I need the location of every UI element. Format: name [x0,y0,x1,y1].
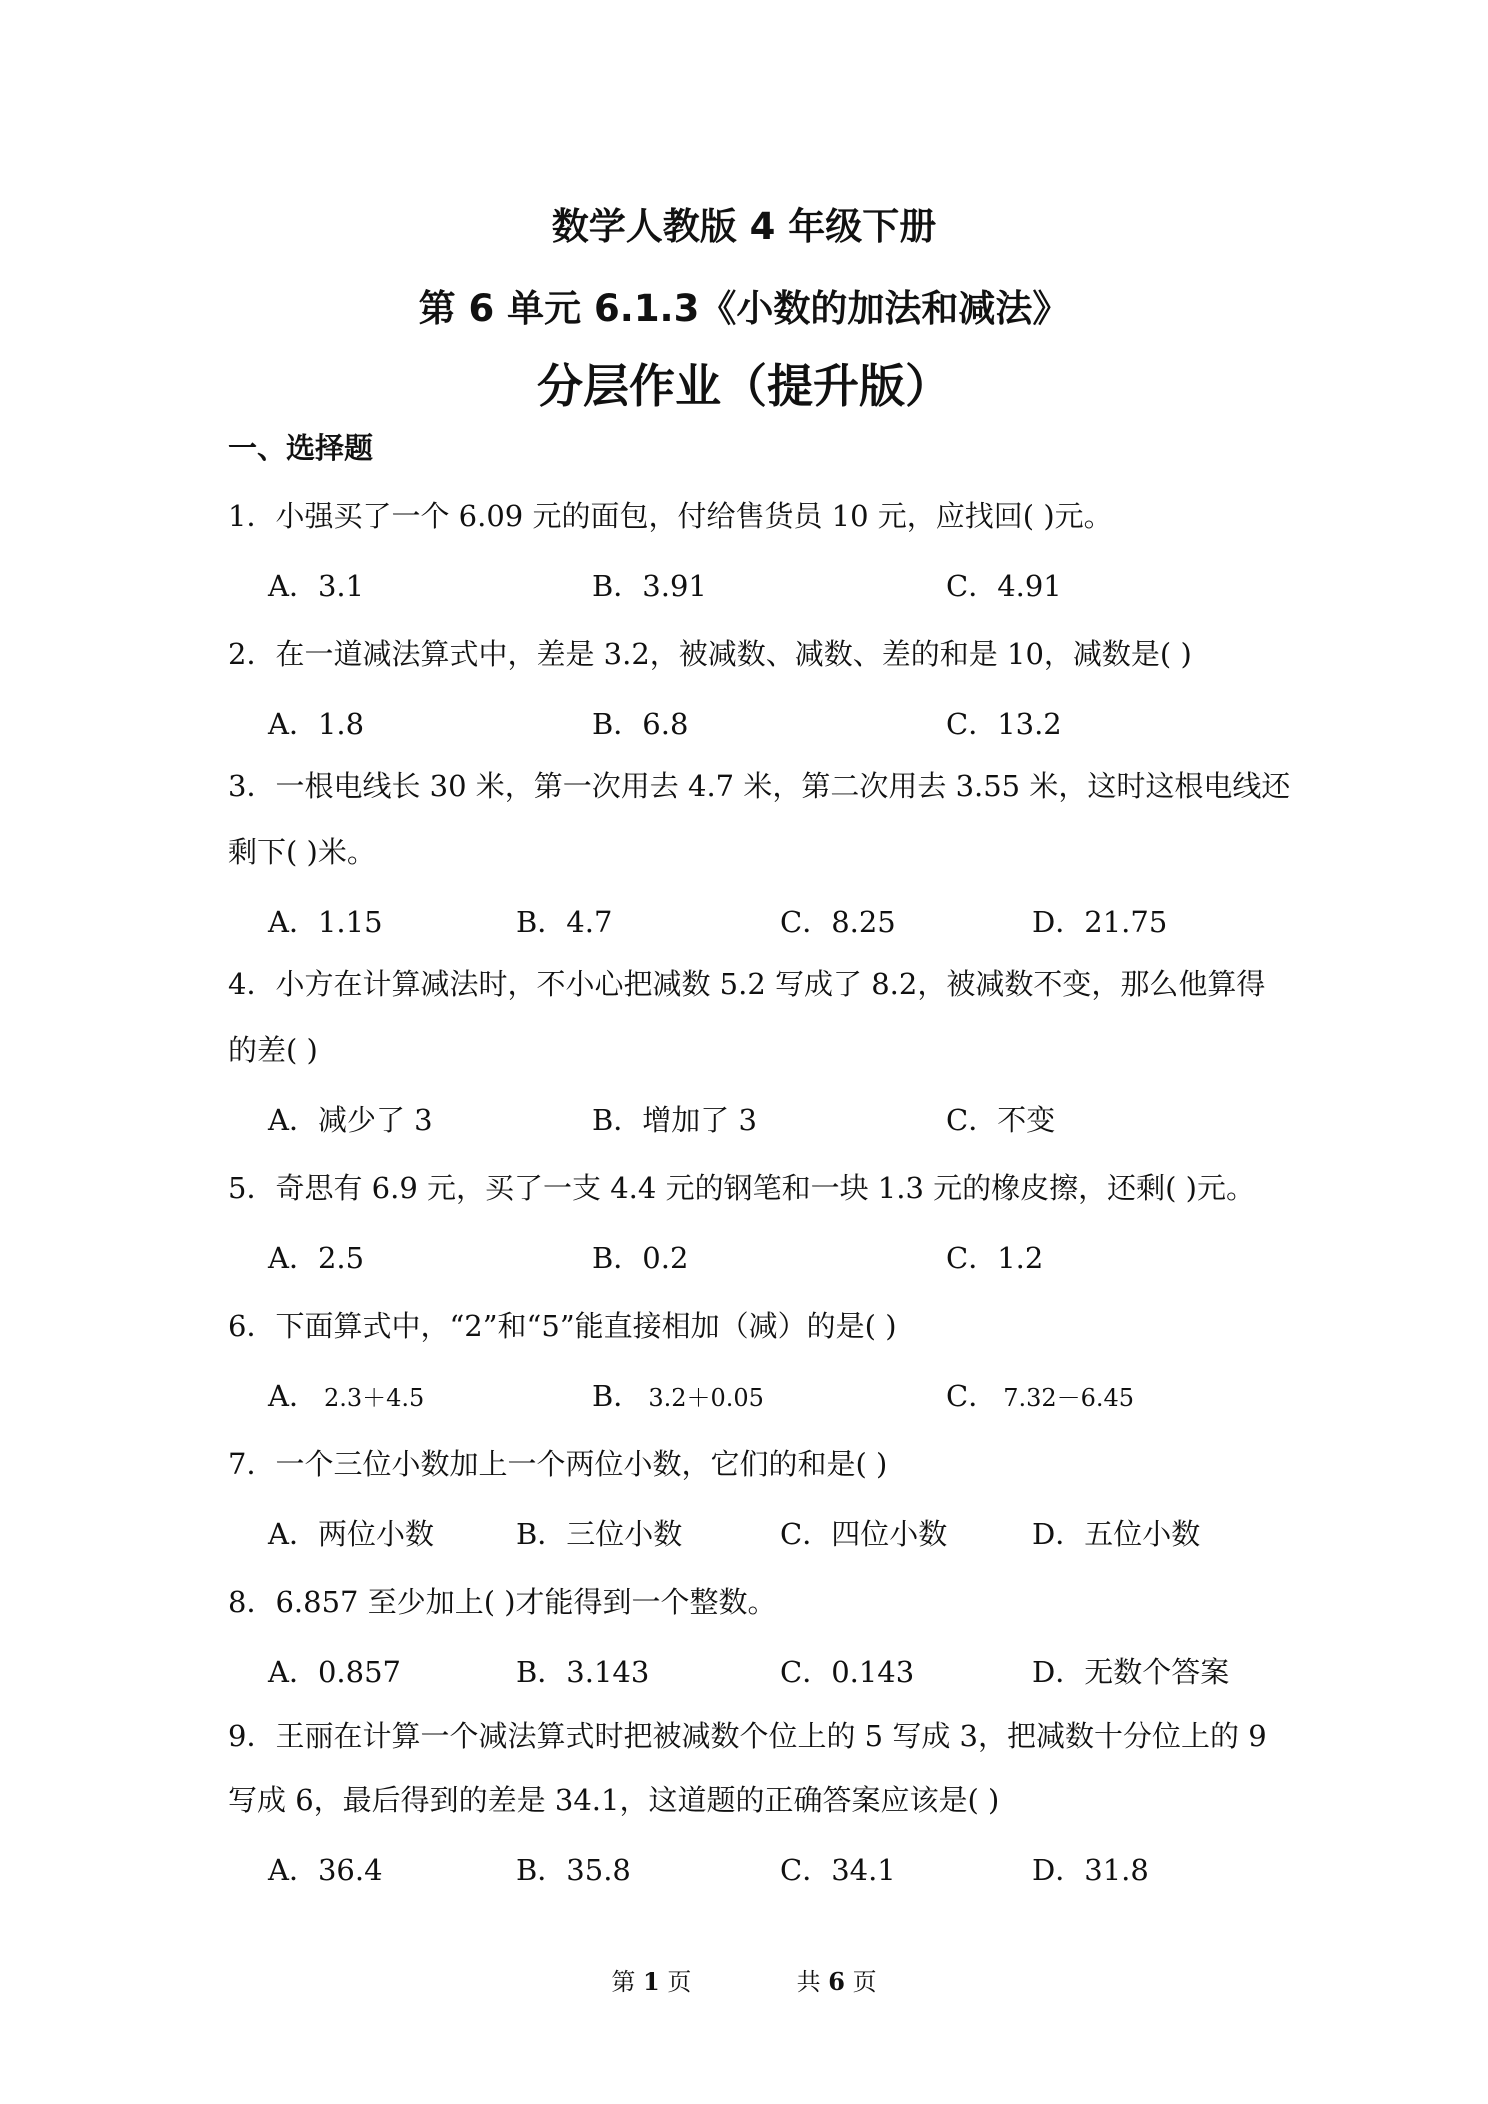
question-8-option-d: D．无数个答案 [1032,1655,1230,1689]
question-number: 7． [228,1447,276,1481]
question-number: 2． [228,637,276,671]
question-2-option-c: C．13.2 [946,707,1062,741]
question-9-option-c: C．34.1 [780,1853,896,1887]
question-3-option-a: A．1.15 [268,905,383,939]
question-3-line-1 [228,764,1290,805]
question-2-option-b: B．6.8 [592,707,689,741]
question-number: 6． [228,1309,276,1343]
option-expression: 2.3＋4.5 [323,1384,425,1412]
question-text: 小强买了一个 6.09 元的面包，付给售货员 10 元，应找回( )元。 [275,499,1113,533]
question-text: 奇思有 6.9 元，买了一支 4.4 元的钢笔和一块 1.3 元的橡皮擦，还剩( )元。 [275,1171,1255,1205]
question-text: 在一道减法算式中，差是 3.2，被减数、减数、差的和是 10，减数是( ) [275,637,1192,671]
question-1-option-b: B．3.91 [592,569,707,603]
question-text: 小方在计算减法时，不小心把减数 5.2 写成了 8.2，被减数不变，那么他算得 [275,967,1266,1001]
option-letter: B． [592,1379,643,1413]
question-7-option-b: B．三位小数 [516,1517,683,1551]
question-9-option-a: A．36.4 [268,1853,383,1887]
page-footer [0,1962,1488,1997]
question-6-option-b [592,1374,764,1415]
question-8-option-b: B．3.143 [516,1655,650,1689]
question-text: 6.857 至少加上( )才能得到一个整数。 [275,1585,777,1619]
option-letter: A． [268,1379,318,1413]
page-label-pre: 第 [611,1968,636,1996]
question-3-option-d: D．21.75 [1032,905,1168,939]
question-number: 1． [228,499,276,533]
question-6-option-c [946,1374,1134,1415]
question-4-line-1 [228,962,1265,1003]
option-expression: 3.2＋0.05 [648,1384,764,1412]
question-1-line-1 [228,494,1113,535]
question-4-option-a: A．减少了 3 [268,1103,433,1137]
title-grade: 数学人教版 4 年级下册 [551,205,937,248]
page-number: 1 [643,1967,660,1996]
question-1-option-a: A．3.1 [268,569,365,603]
question-4-line-2: 的差( ) [228,1033,318,1067]
question-5-option-b: B．0.2 [592,1241,689,1275]
option-expression: 7.32－6.45 [1003,1384,1135,1412]
question-9-line-2: 写成 6，最后得到的差是 34.1，这道题的正确答案应该是( ) [228,1783,1000,1817]
question-5-option-c: C．1.2 [946,1241,1044,1275]
section-heading-multiple-choice: 一、选择题 [228,431,374,465]
question-3-line-2: 剩下( )米。 [228,835,376,869]
question-text: 王丽在计算一个减法算式时把被减数个位上的 5 写成 3，把减数十分位上的 9 [275,1719,1267,1753]
question-number: 8． [228,1585,276,1619]
question-9-option-b: B．35.8 [516,1853,631,1887]
question-1-option-c: C．4.91 [946,569,1062,603]
question-9-line-1 [228,1714,1267,1755]
question-text: 一根电线长 30 米，第一次用去 4.7 米，第二次用去 3.55 米，这时这根电线还 [275,769,1291,803]
question-8-option-c: C．0.143 [780,1655,915,1689]
question-8-option-a: A．0.857 [268,1655,401,1689]
question-2-line-1 [228,632,1192,673]
question-7-line-1 [228,1442,887,1483]
title-unit: 第 6 单元 6.1.3《小数的加法和减法》 [418,287,1070,330]
question-5-option-a: A．2.5 [268,1241,365,1275]
question-number: 4． [228,967,276,1001]
question-2-option-a: A．1.8 [268,707,365,741]
question-number: 5． [228,1171,276,1205]
question-3-option-b: B．4.7 [516,905,613,939]
question-5-line-1 [228,1166,1255,1207]
question-6-option-a [268,1374,424,1415]
total-label-post: 页 [852,1968,877,1996]
option-letter: C． [946,1379,998,1413]
question-text: 下面算式中，“2”和“5”能直接相加（减）的是( ) [275,1309,897,1343]
question-7-option-c: C．四位小数 [780,1517,948,1551]
question-7-option-a: A．两位小数 [268,1517,434,1551]
question-4-option-c: C．不变 [946,1103,1056,1137]
question-6-line-1 [228,1304,897,1345]
question-text: 一个三位小数加上一个两位小数，它们的和是( ) [275,1447,888,1481]
question-9-option-d: D．31.8 [1032,1853,1149,1887]
page-label-post: 页 [667,1968,692,1996]
question-3-option-c: C．8.25 [780,905,896,939]
question-8-line-1 [228,1580,777,1621]
question-4-option-b: B．增加了 3 [592,1103,757,1137]
question-number: 3． [228,769,276,803]
question-number: 9． [228,1719,276,1753]
question-7-option-d: D．五位小数 [1032,1517,1201,1551]
total-pages: 6 [828,1967,845,1996]
title-worksheet-type: 分层作业（提升版） [537,359,951,413]
total-label-pre: 共 [796,1968,821,1996]
